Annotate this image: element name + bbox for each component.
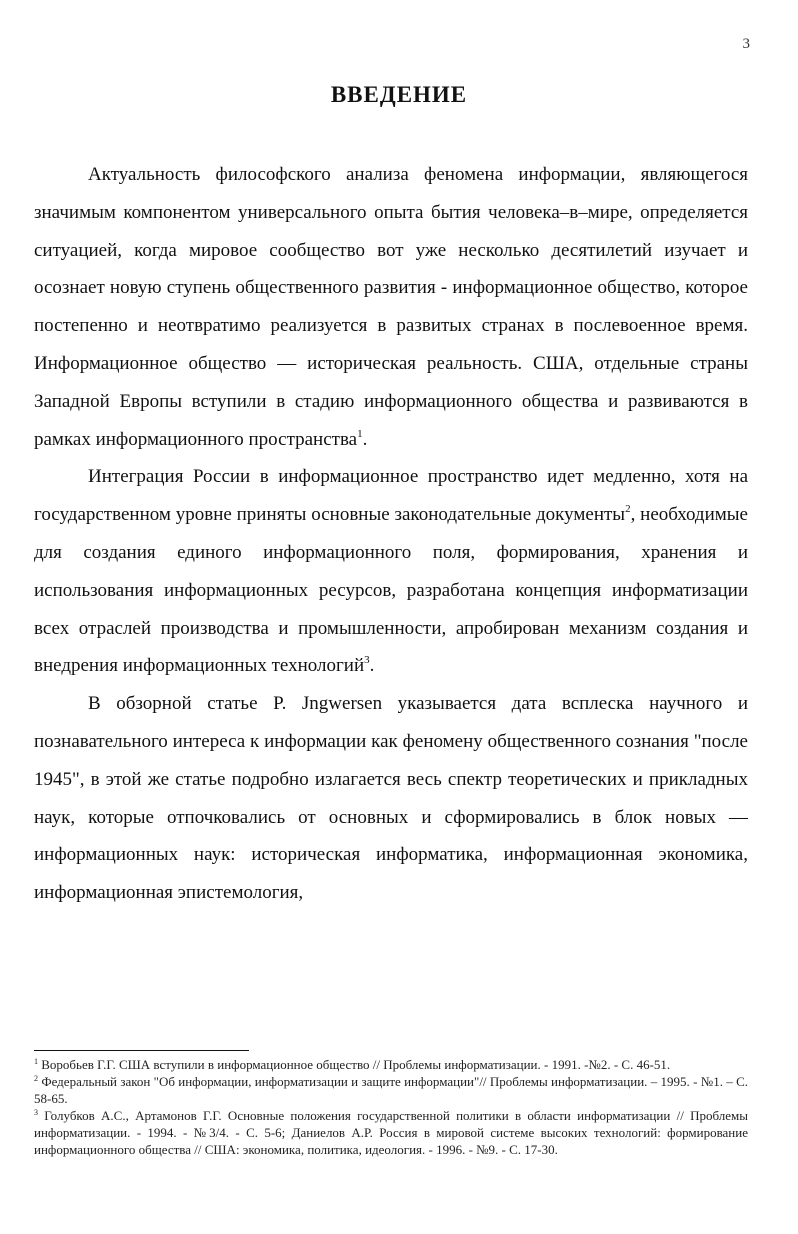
footnote-3 (34, 1107, 748, 1158)
paragraph-3 (34, 685, 748, 912)
paragraph-1-text-b: . (362, 428, 368, 450)
paragraph-2-text-c: . (369, 655, 375, 677)
footnote-mark-3: 3 (34, 1108, 38, 1117)
footnote-ref-2[interactable]: 2 (625, 503, 631, 516)
page-number: 3 (742, 36, 750, 52)
footnote-mark-1: 1 (34, 1057, 38, 1066)
footnote-text-2: Федеральный закон "Об информации, информатизации и защите информации"// Проблемы информатизации. – 1995. - №1. – С. 58-65. (34, 1074, 749, 1106)
footnote-1 (34, 1056, 748, 1073)
body-text (34, 156, 748, 912)
footnote-divider (34, 1050, 249, 1051)
footnotes (34, 1056, 748, 1158)
page-title: ВВЕДЕНИЕ (330, 82, 468, 107)
paragraph-1-text-a: Актуальность философского анализа феномена информации, являющегося значимым компонентом универсального опыта бытия человека–в–мире, определяется ситуацией, когда мировое сообщество вот уже несколько десятилетий изучает и осознает новую ступень общественного развития - информационное общество, которое постепенно и неотвратимо реализуется в развитых странах в послевоенное время. Информационное общество — историческая реальность. США, отдельные страны Западной Европы вступили в стадию информационного общества и развиваются в рамках информационного пространства (34, 164, 748, 450)
footnote-2 (34, 1073, 748, 1107)
footnote-text-3: Голубков А.С., Артамонов Г.Г. Основные положения государственной политики в области информатизации // Проблемы информатизации. - 1994. - №3/4. - С. 5-6; Даниелов А.Р. Россия в мировой системе высоких технологий: формирование информационного общества // США: экономика, политика, идеология. - 1996. - №9. - С. 17-30. (34, 1108, 748, 1157)
footnote-ref-3[interactable]: 3 (364, 654, 370, 667)
paragraph-3-text-a: В обзорной статье P. Jngwersen указывается дата всплеска научного и познавательного интереса к информации как феномену общественного сознания "после 1945", в этой же статье подробно излагается весь спектр теоретических и прикладных наук, которые отпочковались от основных и сформировались в блок новых — информационных наук: историческая информатика, информационная экономика, информационная эпистемология, (34, 693, 748, 904)
footnote-ref-1[interactable]: 1 (357, 427, 363, 440)
paragraph-2-text-b: , необходимые для создания единого информационного поля, формирования, хранения и использования информационных ресурсов, разработана концепция информатизации всех отраслей производства и промышленности, апробирован механизм создания и внедрения информационных технологий (34, 504, 748, 677)
footnote-mark-2: 2 (34, 1074, 38, 1083)
paragraph-2-text-a: Интеграция России в информационное пространство идет медленно, хотя на государственном уровне приняты основные законодательные документы (34, 466, 748, 526)
paragraph-2 (34, 458, 748, 685)
paragraph-1 (34, 156, 748, 458)
footnote-text-1: Воробьев Г.Г. США вступили в информационное общество // Проблемы информатизации. - 1991. -№2. - С. 46-51. (41, 1057, 671, 1072)
